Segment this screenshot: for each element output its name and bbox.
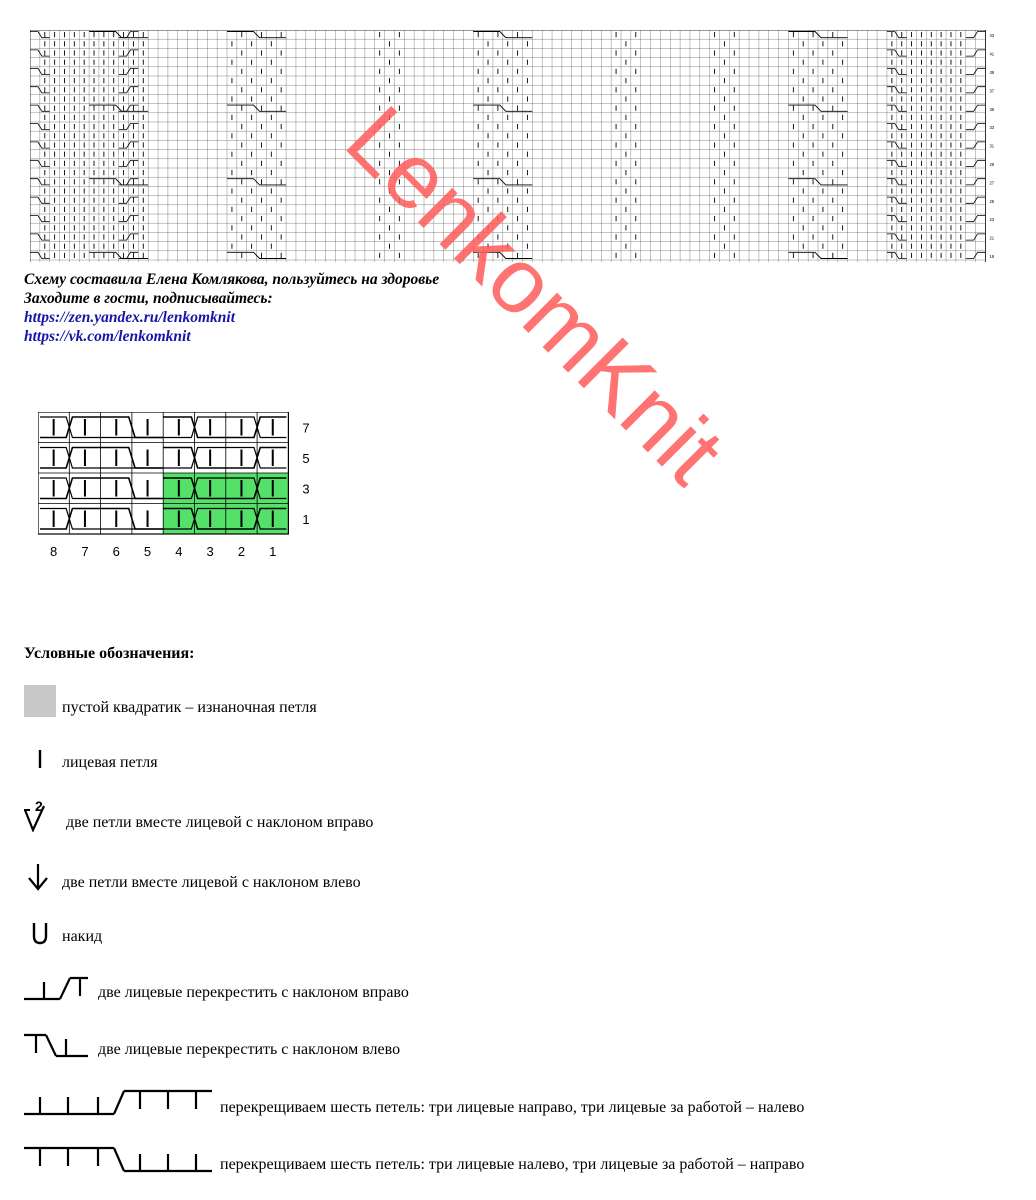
legend-title: Условные обозначения: — [24, 645, 195, 662]
knit-stitch-icon — [22, 748, 56, 772]
chart-row-numbers — [989, 33, 994, 262]
repeat-row-number: 3 — [302, 481, 310, 497]
repeat-column-number: 8 — [50, 544, 58, 559]
repeat-row-number: 7 — [302, 420, 310, 436]
legend-item-k2tog-left: две петли вместе лицевой с наклоном влево — [22, 862, 361, 892]
repeat-column-number: 3 — [206, 544, 214, 559]
cross-two-left-icon — [22, 1031, 92, 1059]
credits-block — [24, 270, 439, 346]
chart-row-number: 25 — [989, 198, 995, 204]
repeat-column-numbers — [50, 544, 276, 559]
credits-invite: Заходите в гости, подписывайтесь: — [24, 290, 273, 307]
legend-item-k2tog-right: 2 две петли вместе лицевой с наклоном вправо — [22, 798, 373, 832]
repeat-column-number: 5 — [143, 544, 152, 559]
chart-row-number: 29 — [989, 162, 995, 167]
legend-item-knit: лицевая петля — [22, 748, 158, 772]
repeat-column-number: 7 — [81, 544, 89, 559]
legend-item-purl: пустой квадратик – изнаночная петля — [22, 685, 317, 717]
credits-author: Схему составила Елена Комлякова, пользуйтесь на здоровье — [24, 271, 440, 288]
purl-square-icon — [22, 685, 56, 717]
repeat-column-number: 2 — [237, 544, 246, 559]
k2tog-right-icon — [22, 798, 60, 832]
cable-six-left-icon — [22, 1144, 214, 1174]
vk-link[interactable]: https://vk.com/lenkomknit — [24, 328, 191, 345]
repeat-column-number: 4 — [175, 544, 183, 559]
chart-row-number: 39 — [989, 70, 995, 75]
chart-row-number: 33 — [989, 125, 995, 131]
knitting-chart-repeat — [38, 412, 328, 567]
yarn-over-icon — [22, 920, 56, 946]
legend-item-cross-left: две лицевые перекрестить с наклоном влево — [22, 1031, 400, 1059]
watermark-text: LenkomKnit — [326, 87, 743, 504]
repeat-row-numbers — [302, 420, 309, 527]
k2tog-left-icon — [22, 862, 56, 892]
legend-item-cable-right: перекрещиваем шесть петель: три лицевые направо, три лицевые за работой – налево — [22, 1087, 804, 1117]
repeat-column-number: 1 — [269, 544, 277, 559]
chart-row-number: 37 — [989, 88, 995, 94]
repeat-column-number: 6 — [112, 544, 120, 559]
repeat-row-number: 5 — [302, 450, 310, 466]
knitting-chart-full — [30, 30, 1010, 262]
chart-row-number: 27 — [989, 180, 995, 186]
chart-row-number: 43 — [989, 33, 995, 39]
legend-item-yo: накид — [22, 920, 102, 946]
legend-item-cable-left: перекрещиваем шесть петель: три лицевые налево, три лицевые за работой – направо — [22, 1144, 804, 1174]
chart-row-number: 41 — [989, 51, 995, 57]
chart-row-number: 35 — [989, 106, 995, 112]
chart-row-number: 23 — [989, 217, 995, 223]
chart-row-number: 19 — [989, 254, 995, 259]
zen-link[interactable]: https://zen.yandex.ru/lenkomknit — [24, 309, 236, 326]
chart-row-number: 31 — [989, 143, 995, 149]
legend-item-cross-right: две лицевые перекрестить с наклоном вправо — [22, 974, 409, 1002]
svg-text:2: 2 — [35, 798, 43, 814]
chart-symbols — [30, 32, 985, 263]
repeat-row-number: 1 — [302, 511, 310, 527]
chart-row-number: 21 — [989, 235, 995, 241]
cable-six-right-icon — [22, 1087, 214, 1117]
cross-two-right-icon — [22, 974, 92, 1002]
